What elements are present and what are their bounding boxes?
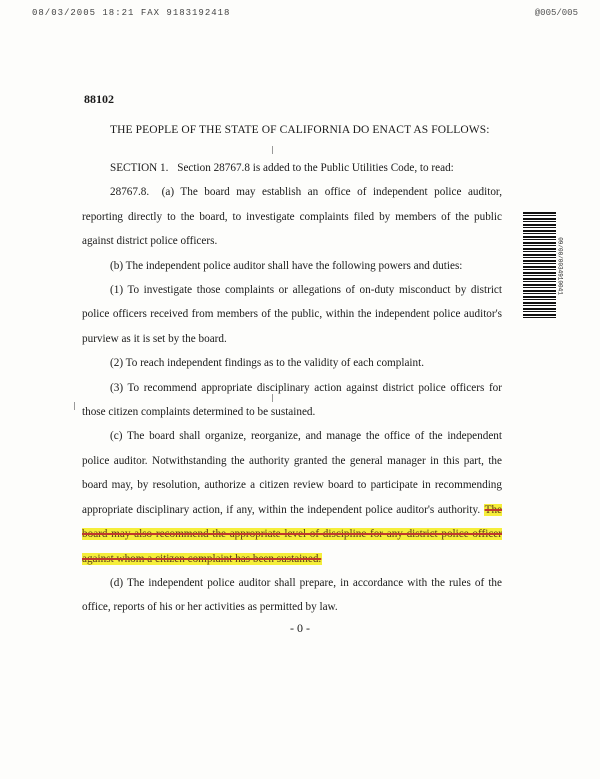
enacting-clause: THE PEOPLE OF THE STATE OF CALIFORNIA DO ENACT AS FOLLOWS: <box>110 124 490 136</box>
paragraph-b1: (1) To investigate those complaints or allegations of on-duty misconduct by district police officers received from members of the public, within the independent police auditor's purview as it is set by the board. <box>82 284 502 345</box>
struck-highlighted-text: The board may also recommend the appropriate level of discipline for any district police officer against whom a citizen complaint has been sustained. <box>82 503 503 565</box>
paragraph-d: (d) The independent police auditor shall prepare, in accordance with the rules of the office, reports of his or her activities as permitted by law. <box>82 576 502 614</box>
page-number: - 0 - <box>290 621 310 635</box>
paragraph-b3: (3) To recommend appropriate disciplinary action against district police officers for those citizen complaints determined to be sustained. <box>82 381 502 419</box>
bill-body <box>82 156 502 620</box>
section-label: SECTION 1. <box>110 162 169 174</box>
section-intro <box>82 156 502 180</box>
section-intro-text: Section 28767.8 is added to the Public Utilities Code, to read: <box>177 162 454 174</box>
margin-mark <box>74 402 75 410</box>
paragraph-c-text: (c) The board shall organize, reorganize, and manage the office of the independent police auditor. Notwithstanding the authority granted the general manager in this part, the board may, by resolution, authorize a citizen review board to participate in recommending appropriate disciplinary action, if any, within the independent police auditor's authority. <box>82 430 502 516</box>
barcode-text: 09/00/0034910041 <box>556 237 564 295</box>
fax-header: 08/03/2005 18:21 FAX 9183192418 <box>32 8 231 18</box>
paragraph-b2: (2) To reach independent findings as to the validity of each complaint. <box>110 357 425 370</box>
paragraph-a <box>82 180 502 253</box>
margin-mark <box>272 146 273 154</box>
barcode-image <box>523 212 556 320</box>
paragraph-c <box>82 424 502 570</box>
paragraph-a-text: (a) The board may establish an office of independent police auditor, reporting directly to the board, to investigate complaints filed by members of the public against district police officers. <box>82 186 503 248</box>
fax-page-code: @005/005 <box>534 8 578 18</box>
code-section-label: 28767.8. <box>110 186 150 199</box>
paragraph-b: (b) The independent police auditor shall have the following powers and duties: <box>110 259 463 272</box>
bill-number: 88102 <box>84 92 114 106</box>
